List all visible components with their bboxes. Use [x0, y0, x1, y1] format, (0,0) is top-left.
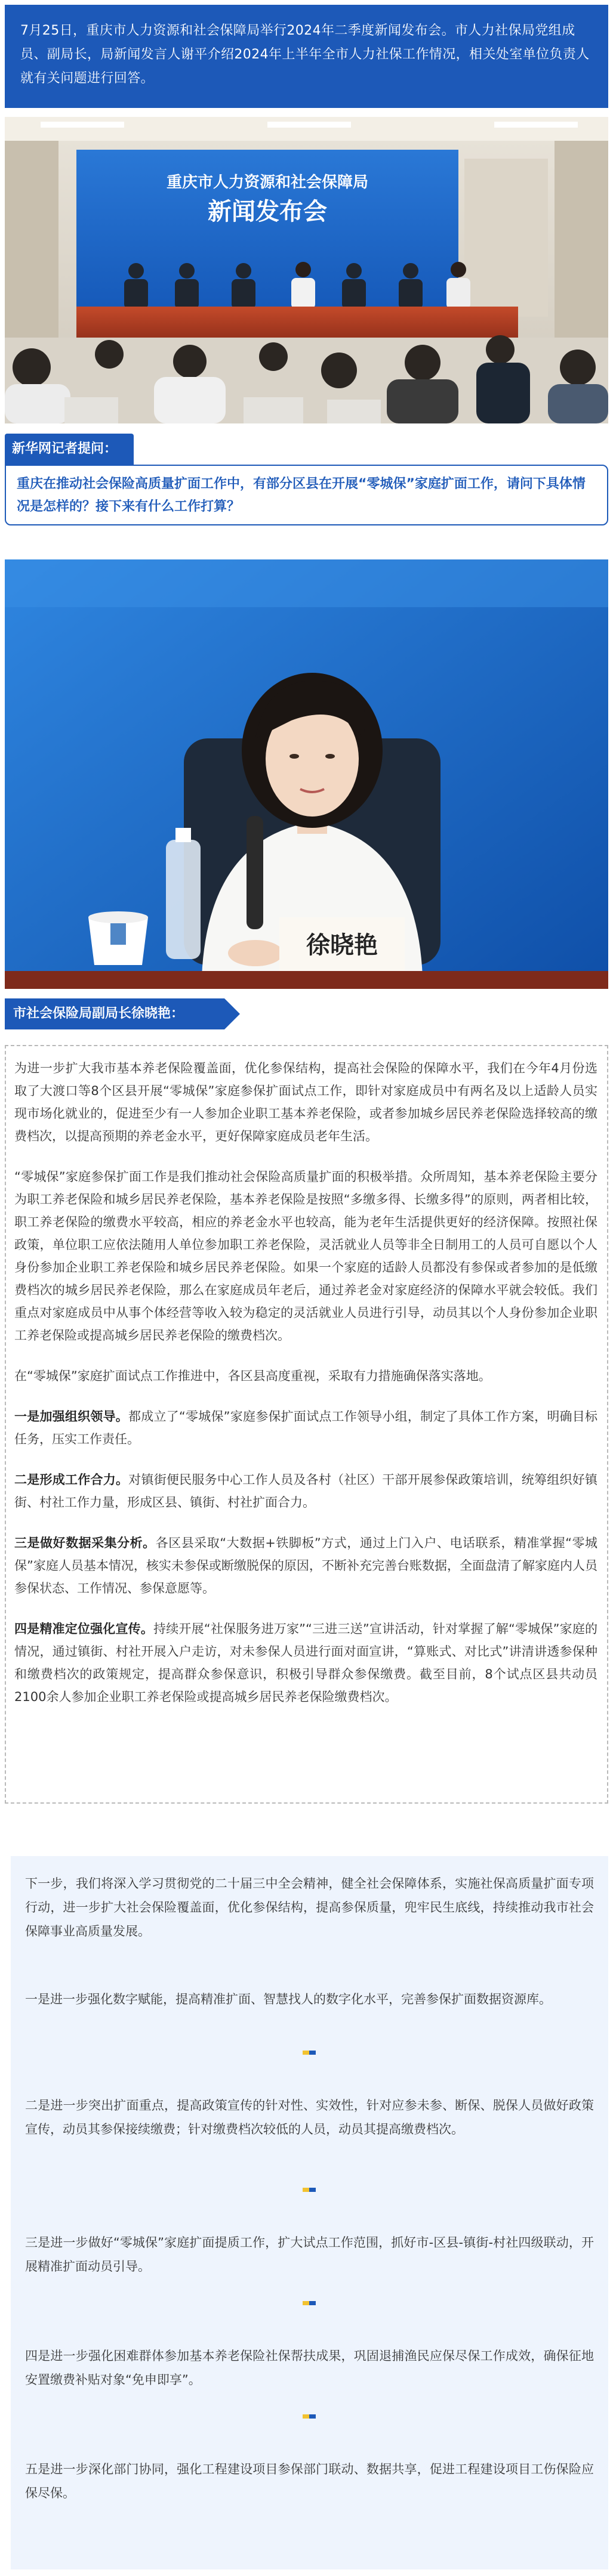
answer-paragraph: 四是精准定位强化宣传。持续开展“社保服务进万家”“三进三送”宣讲活动，针对掌握了解“零城保”家庭的情况，通过镇街、村社开展入户走访，对未参保人员进行面对面宣讲，“算账式、对比式”讲清讲透参保种和缴费档次的政策规定，提高群众参保意识，积极引导群众参保缴费。截至目前，8个试点区县共动员2100余人参加企业职工养老保险或提高城乡居民养老保险缴费档次。	[14, 1622, 597, 1704]
separator-mark	[303, 2051, 316, 2055]
answer-paragraph: 在“零城保”家庭扩面试点工作推进中，各区县高度重视，采取有力措施确保落实落地。	[14, 1369, 491, 1383]
next-steps-intro: 下一步，我们将深入学习贯彻党的二十届三中全会精神，健全社会保障体系，实施社保高质量扩面专项行动，进一步扩大社会保险覆盖面，优化参保结构，提高参保质量，兜牢民生底线，持续推动我市社会保障事业高质量发展。	[25, 1876, 594, 1938]
intro-banner: 7月25日，重庆市人力资源和社会保障局举行2024年二季度新闻发布会。市人力社保局党组成员、副局长，局新闻发言人谢平介绍2024年上半年全市人力社保工作情况，相关处室单位负责人就有关问题进行回答。	[5, 5, 608, 108]
answer-paragraph: 二是形成工作合力。对镇街便民服务中心工作人员及各村（社区）干部开展参保政策培训，统筹组织好镇街、村社工作力量，形成区县、镇街、村社扩面合力。	[14, 1473, 597, 1510]
screen-title-2: 新闻发布会	[208, 198, 327, 225]
answer-paragraph: “零城保”家庭参保扩面工作是我们推动社会保险高质量扩面的积极举措。众所周知，基本养老保险主要分为职工养老保险和城乡居民养老保险，基本养老保险是按照“多缴多得、长缴多得”的原则，两者相比较，职工养老保险的缴费水平较高，相应的养老金水平也较高，能为老年生活提供更好的经济保障。按照社保政策，单位职工应依法随用人单位参加职工养老保险，灵活就业人员等非全日制用工的人员可自愿以个人身份参加企业职工养老保险和城乡居民养老保险。如果一个家庭的适龄人员都没有参保或者参加的是低缴费档次的城乡居民养老保险，那么在家庭成员年老后，通过养老金对家庭经济的保障水平就会较低。我们重点对家庭成员中从事个体经营等收入较为稳定的灵活就业人员进行引导，动员其以个人身份参加企业职工养老保险或提高城乡居民养老保险的缴费档次。	[14, 1170, 597, 1343]
speaker-tag-arrow-icon	[224, 998, 240, 1029]
next-step-item: 二是进一步突出扩面重点，提高政策宣传的针对性、实效性，针对应参未参、断保、脱保人员做好政策宣传，动员其参保接续缴费；针对缴费档次较低的人员，动员其提高缴费档次。	[25, 2098, 594, 2136]
next-step-item: 五是进一步深化部门协同，强化工程建设项目参保部门联动、数据共享，促进工程建设项目工伤保险应保尽保。	[25, 2462, 594, 2500]
question-text: 重庆在推动社会保险高质量扩面工作中，有部分区县在开展“零城保”家庭扩面工作，请问下具体情况是怎样的？接下来有什么工作打算？	[5, 465, 608, 525]
next-step-item: 一是进一步强化数字赋能，提高精准扩面、智慧找人的数字化水平，完善参保扩面数据资源库。	[25, 1992, 552, 2006]
speaker-tag-label: 市社会保险局副局长徐晓艳：	[13, 1006, 184, 1021]
question-tag: 新华网记者提问：	[5, 434, 134, 465]
separator-mark	[303, 2414, 316, 2419]
next-steps-panel	[11, 1856, 608, 2569]
speaker-photo	[5, 559, 608, 989]
screen-title-1: 重庆市人力资源和社会保障局	[166, 174, 369, 191]
next-step-item: 三是进一步做好“零城保”家庭扩面提质工作，扩大试点工作范围，抓好市-区县-镇街-村社四级联动，开展精准扩面动员引导。	[25, 2235, 594, 2274]
answer-paragraph: 为进一步扩大我市基本养老保险覆盖面，优化参保结构，提高社会保险的保障水平，我们在今年4月份选取了大渡口等8个区县开展“零城保”家庭参保扩面试点工作，即针对家庭成员中有两名及以上适龄人员实现市场化就业的，促进至少有一人参加企业职工基本养老保险，或者参加城乡居民养老保险选择较高的缴费档次，以提高预期的养老金水平，更好保障家庭成员老年生活。	[14, 1061, 597, 1143]
nameplate-text: 徐晓艳	[306, 931, 378, 959]
answer-paragraph: 一是加强组织领导。都成立了“零城保”家庭参保扩面试点工作领导小组，制定了具体工作方案，明确目标任务，压实工作责任。	[14, 1409, 598, 1446]
answer-paragraph: 三是做好数据采集分析。各区县采取“大数据+铁脚板”方式，通过上门入户、电话联系，精准掌握“零城保”家庭人员基本情况，核实未参保或断缴脱保的原因，不断补充完善台账数据，全面盘清了解家庭内人员参保状态、工作情况、参保意愿等。	[14, 1536, 598, 1595]
separator-mark	[303, 2301, 316, 2305]
speaker-tag	[5, 998, 224, 1029]
separator-mark	[303, 2188, 316, 2192]
press-conference-photo	[5, 117, 608, 423]
next-step-item: 四是进一步强化困难群体参加基本养老保险社保帮扶成果，巩固退捕渔民应保尽保工作成效，确保征地安置缴费补贴对象“免申即享”。	[25, 2349, 594, 2387]
answer-box	[5, 1045, 608, 1804]
